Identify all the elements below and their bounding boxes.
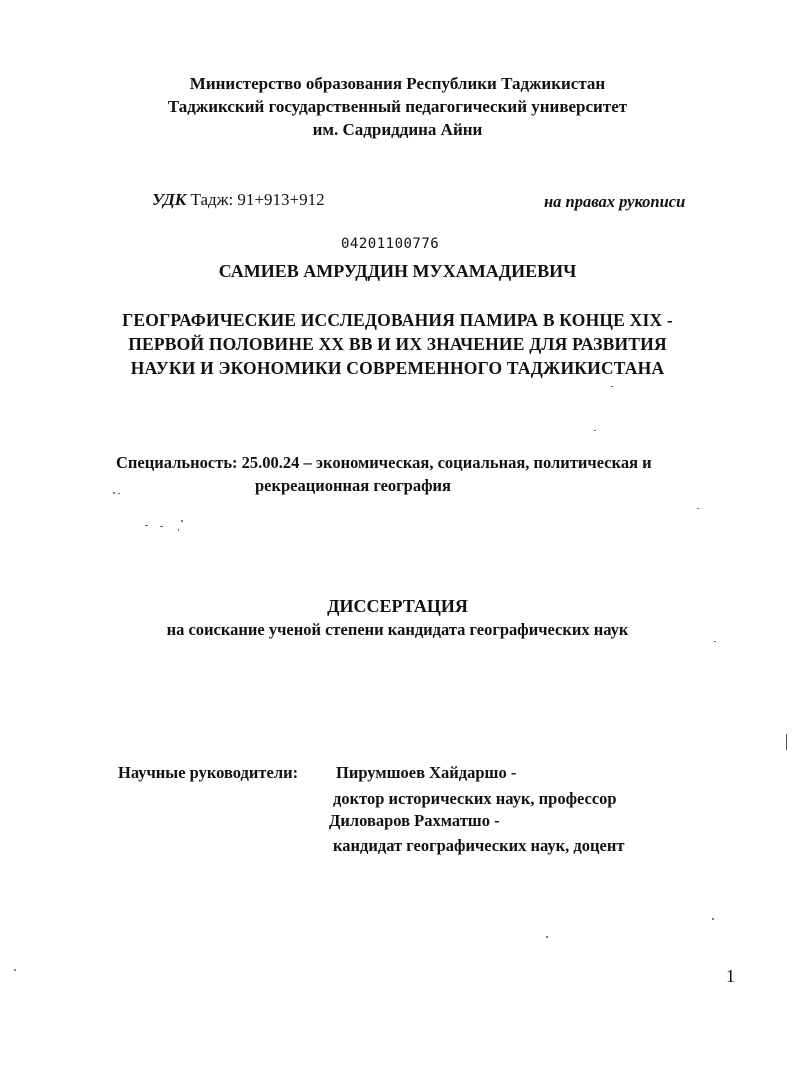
title-line-1: ГЕОГРАФИЧЕСКИЕ ИССЛЕДОВАНИЯ ПАМИРА В КОНЦЕ XIX -	[122, 310, 673, 330]
supervisor-2-name: Диловаров Рахматшо -	[329, 811, 500, 830]
udk-block	[152, 190, 325, 210]
scan-speck	[160, 526, 163, 527]
page-number: 1	[726, 966, 735, 986]
title-line-3: НАУКИ И ЭКОНОМИКИ СОВРЕМЕННОГО ТАДЖИКИСТАНА	[130, 358, 665, 378]
scan-speck	[611, 386, 613, 387]
dissertation-heading: ДИССЕРТАЦИЯ	[327, 596, 468, 616]
university-line: Таджикский государственный педагогический университет	[167, 97, 628, 116]
scan-speck	[118, 493, 120, 494]
ministry-line: Министерство образования Республики Таджикистан	[189, 74, 606, 93]
supervisors-label: Научные руководители:	[118, 763, 299, 782]
title-line-2: ПЕРВОЙ ПОЛОВИНЕ XX ВВ И ИХ ЗНАЧЕНИЕ ДЛЯ РАЗВИТИЯ	[128, 334, 667, 354]
specialty-line-1: Специальность: 25.00.24 – экономическая, социальная, политическая и	[116, 453, 652, 472]
scan-speck	[697, 508, 699, 509]
supervisor-2-title: кандидат географических наук, доцент	[333, 836, 625, 855]
dissertation-subheading: на соискание ученой степени кандидата географических наук	[166, 620, 629, 639]
scan-speck	[181, 520, 183, 522]
supervisor-1-title: доктор исторических наук, профессор	[333, 789, 617, 808]
scan-speck	[178, 529, 179, 531]
supervisor-1-name: Пирумшоев Хайдаршо -	[336, 763, 517, 782]
author-name: САМИЕВ АМРУДДИН МУХАМАДИЕВИЧ	[218, 261, 577, 281]
udk-label: УДК	[152, 190, 187, 209]
udk-value: Тадж: 91+913+912	[190, 190, 325, 209]
scan-speck	[712, 918, 714, 920]
university-name-line: им. Садриддина Айни	[312, 120, 483, 139]
manuscript-note: на правах рукописи	[544, 192, 686, 211]
scan-speck	[113, 492, 115, 494]
scan-speck	[14, 969, 16, 971]
scan-speck	[546, 936, 548, 938]
scan-speck	[145, 525, 148, 526]
specialty-line-2: рекреационная география	[255, 476, 451, 495]
scan-speck	[594, 430, 596, 431]
scan-speck	[714, 641, 716, 642]
scan-edge-mark	[786, 734, 787, 750]
registration-number: 04201100776	[341, 236, 440, 252]
